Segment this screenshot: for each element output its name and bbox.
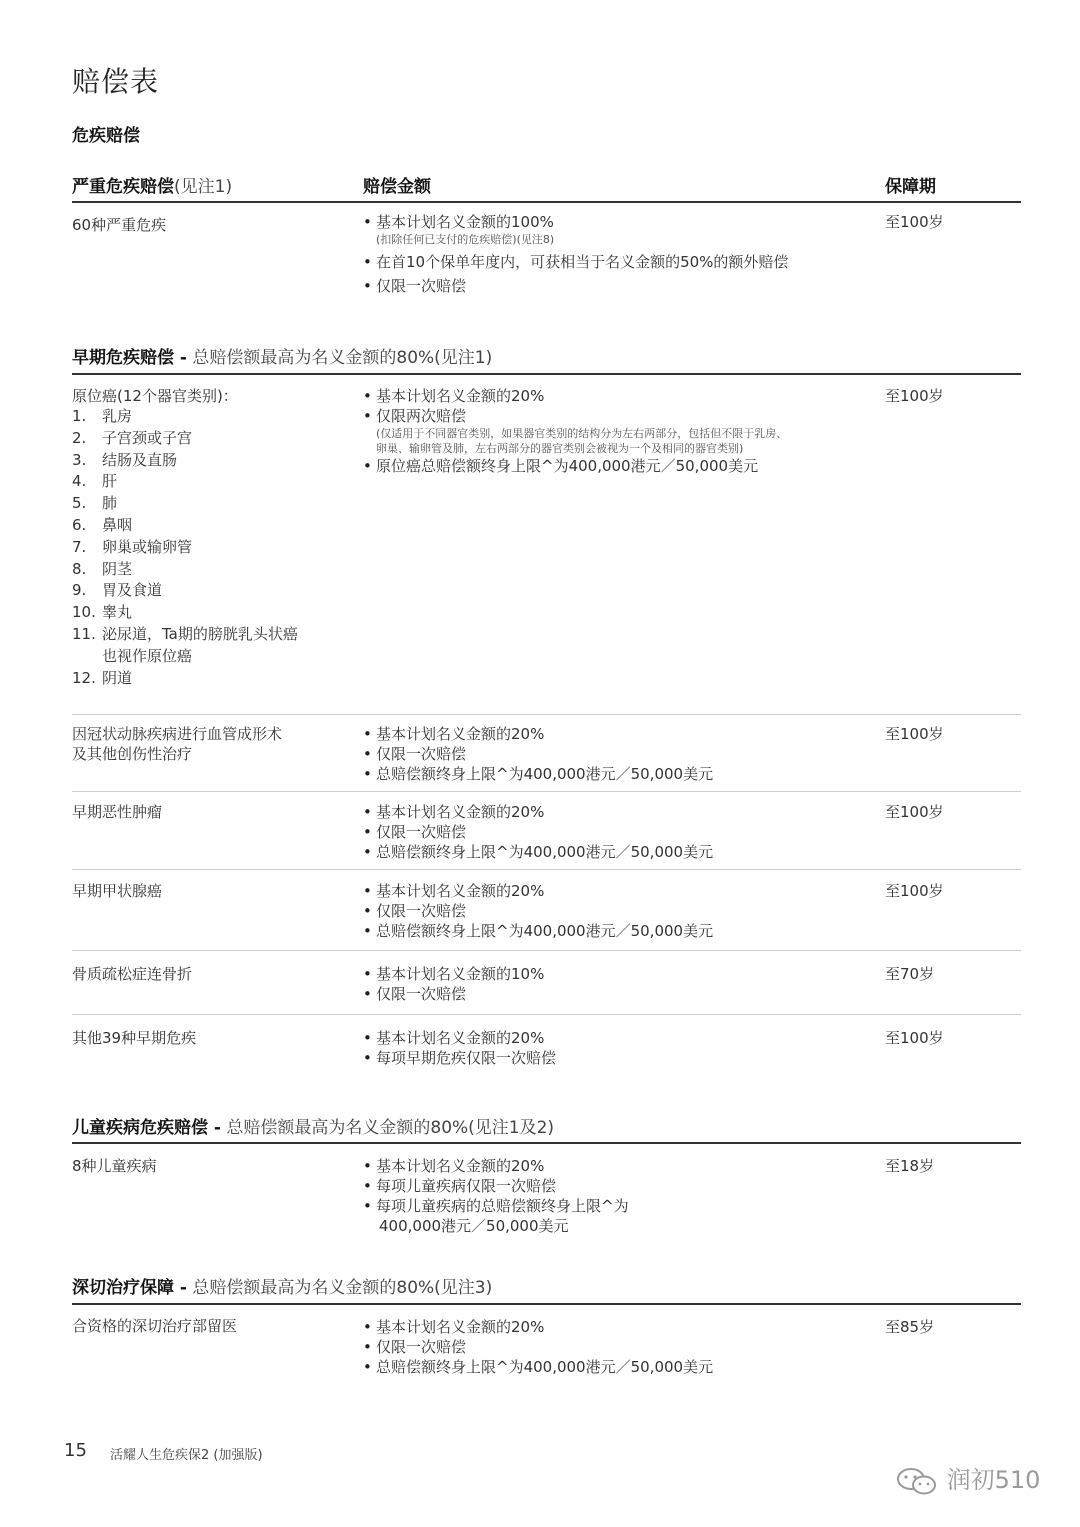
- cis-organ-label: 睾丸: [102, 603, 133, 622]
- column-header-term: 保障期: [885, 177, 936, 197]
- cis-organ-label: 阴道: [102, 668, 133, 687]
- cis-amount: [363, 386, 873, 476]
- cis-organ-list: [72, 406, 342, 689]
- icu-heading: 深切治疗保障 - 总赔偿额最高为名义金额的80%(见注3): [72, 1278, 493, 1298]
- cis-organ-number: 10.: [72, 603, 96, 622]
- cis-organ-number: 8.: [72, 559, 87, 578]
- cis-organ-label: 结肠及直肠: [102, 450, 178, 469]
- bullet-item: • 在首10个保单年度内，可获相当于名义金额的50%的额外赔偿: [363, 252, 873, 272]
- bullet-item: • 仅限一次赔偿: [363, 1337, 873, 1357]
- severe-ci-term: 至100岁: [885, 213, 944, 231]
- bullet-item: • 基本计划名义金额的20%: [363, 881, 873, 901]
- severe-ci-name: 60种严重危疾: [72, 216, 167, 234]
- cis-organ-item: [72, 428, 342, 450]
- cis-organ-item: [72, 602, 342, 624]
- cis-organ-label: 鼻咽: [102, 515, 133, 534]
- cis-organ-item: [72, 406, 342, 428]
- osteo-name: 骨质疏松症连骨折: [72, 965, 193, 983]
- bullet-note: (扣除任何已支付的危疾赔偿)(见注8): [376, 233, 555, 246]
- bullet-item: • 每项早期危疾仅限一次赔偿: [363, 1048, 873, 1068]
- cis-organ-number: 6.: [72, 515, 87, 534]
- bullet-item: • 总赔偿额终身上限^为400,000港元／50,000美元: [363, 921, 873, 941]
- cis-organ-item: [72, 493, 342, 515]
- osteo-amount: [363, 964, 873, 1004]
- child-ci-rule: [72, 1142, 1021, 1144]
- cis-organ-label: 肝: [102, 472, 118, 491]
- icu-amount: [363, 1317, 873, 1377]
- other39-term: 至100岁: [885, 1029, 944, 1047]
- watermark: [895, 1460, 1040, 1496]
- cis-organ-label: 肺: [102, 494, 118, 513]
- cis-organ-label: 阴茎: [102, 559, 133, 578]
- row-divider: [72, 950, 1021, 951]
- cis-organ-item: [72, 537, 342, 559]
- malignant-name: 早期恶性肿瘤: [72, 803, 163, 821]
- section-heading: 危疾赔偿: [72, 126, 140, 146]
- row-divider: [72, 869, 1021, 870]
- cis-organ-number: 1.: [72, 407, 87, 425]
- cis-organ-item: [72, 668, 342, 690]
- bullet-item: • 基本计划名义金额的20%: [363, 1317, 873, 1337]
- bullet-item: • 仅限一次赔偿: [363, 744, 873, 764]
- cis-organ-item: [72, 624, 342, 646]
- header-rule: [72, 201, 1021, 203]
- angioplasty-amount: [363, 724, 873, 784]
- child-term: 至18岁: [885, 1157, 935, 1175]
- cis-organ-label: 也视作原位癌: [102, 646, 193, 665]
- angioplasty-term: 至100岁: [885, 725, 944, 743]
- other39-name: 其他39种早期危疾: [72, 1029, 197, 1047]
- thyroid-amount: [363, 881, 873, 941]
- cis-organ-number: 12.: [72, 668, 96, 687]
- bullet-item: • 仅限一次赔偿: [363, 822, 873, 842]
- child-name: 8种儿童疾病: [72, 1157, 157, 1175]
- row-divider: [72, 714, 1021, 715]
- bullet-continuation: 400,000港元／50,000美元: [379, 1217, 569, 1235]
- cis-organ-number: 7.: [72, 537, 87, 556]
- bullet-item: • 每项儿童疾病仅限一次赔偿: [363, 1176, 873, 1196]
- cis-organ-item: [72, 580, 342, 602]
- angioplasty-name: 因冠状动脉疾病进行血管成形术 及其他创伤性治疗: [72, 725, 283, 763]
- cis-organ-number: 4.: [72, 472, 87, 491]
- osteo-term: 至70岁: [885, 965, 935, 983]
- column-header-amount: 赔偿金额: [363, 177, 431, 197]
- cis-organ-item: [72, 471, 342, 493]
- wechat-icon: [895, 1466, 939, 1496]
- early-ci-rule: [72, 373, 1021, 375]
- thyroid-term: 至100岁: [885, 882, 944, 900]
- column-header-benefit-note: (见注1): [174, 177, 233, 197]
- child-amount: [363, 1156, 873, 1236]
- cis-organ-number: 11.: [72, 624, 96, 643]
- icu-term: 至85岁: [885, 1318, 935, 1336]
- column-header-benefit: [72, 172, 232, 197]
- cis-title: 原位癌(12个器官类别)：: [72, 387, 238, 405]
- bullet-item: • 仅限一次赔偿: [363, 276, 873, 296]
- cis-name: [72, 386, 342, 689]
- severe-ci-amount: [363, 212, 873, 296]
- column-header-benefit-bold: 严重危疾赔偿: [72, 177, 174, 197]
- malignant-term: 至100岁: [885, 803, 944, 821]
- cis-organ-number: 2.: [72, 428, 87, 447]
- footer-title: 活耀人生危疾保2 (加强版): [110, 1448, 263, 1463]
- cis-organ-item: [72, 450, 342, 472]
- cis-term: 至100岁: [885, 387, 944, 405]
- bullet-item: • 基本计划名义金额的100% (扣除任何已支付的危疾赔偿)(见注8): [363, 212, 873, 247]
- cis-organ-label: 子宫颈或子宫: [102, 428, 193, 447]
- cis-organ-label: 乳房: [102, 407, 133, 425]
- bullet-item: • 基本计划名义金额的20%: [363, 724, 873, 744]
- thyroid-name: 早期甲状腺癌: [72, 882, 163, 900]
- bullet-note: (仅适用于不同器官类别，如果器官类别的结构分为左右两部分，包括但不限于乳房、: [376, 427, 788, 440]
- bullet-item: • 仅限一次赔偿: [363, 984, 873, 1004]
- row-divider: [72, 791, 1021, 792]
- icu-name: 合资格的深切治疗部留医: [72, 1317, 238, 1335]
- cis-organ-label: 胃及食道: [102, 581, 163, 600]
- bullet-note: 卵巢、输卵管及肺，左右两部分的器官类别会被视为一个及相同的器官类别): [376, 442, 744, 455]
- early-ci-heading: 早期危疾赔偿 - 总赔偿额最高为名义金额的80%(见注1): [72, 348, 493, 368]
- bullet-item: • 每项儿童疾病的总赔偿额终身上限^为: [363, 1196, 873, 1216]
- cis-organ-number: 5.: [72, 494, 87, 513]
- bullet-item: • 基本计划名义金额的20%: [363, 1156, 873, 1176]
- row-divider: [72, 1014, 1021, 1015]
- cis-organ-label: 卵巢或输卵管: [102, 537, 193, 556]
- watermark-text: 润初510: [946, 1466, 1041, 1494]
- bullet-item: • 仅限一次赔偿: [363, 901, 873, 921]
- bullet-item: • 原位癌总赔偿额终身上限^为400,000港元／50,000美元: [363, 456, 873, 476]
- other39-amount: [363, 1028, 873, 1068]
- bullet-item: • 仅限两次赔偿 (仅适用于不同器官类别，如果器官类别的结构分为左右两部分，包括但不限于乳房、 卵巢、输卵管及肺，左右两部分的器官类别会被视为一个及相同的器官类别): [363, 406, 873, 456]
- bullet-item: • 基本计划名义金额的20%: [363, 1028, 873, 1048]
- bullet-item: • 基本计划名义金额的20%: [363, 386, 873, 406]
- page-number: 15: [64, 1440, 87, 1461]
- malignant-amount: [363, 802, 873, 862]
- bullet-item: • 总赔偿额终身上限^为400,000港元／50,000美元: [363, 1357, 873, 1377]
- child-ci-heading: 儿童疾病危疾赔偿 - 总赔偿额最高为名义金额的80%(见注1及2): [72, 1118, 555, 1138]
- cis-organ-item: [72, 646, 342, 668]
- cis-organ-number: 3.: [72, 450, 87, 469]
- cis-organ-item: [72, 515, 342, 537]
- cis-organ-number: 9.: [72, 581, 87, 600]
- bullet-item: • 总赔偿额终身上限^为400,000港元／50,000美元: [363, 764, 873, 784]
- bullet-item: • 总赔偿额终身上限^为400,000港元／50,000美元: [363, 842, 873, 862]
- icu-rule: [72, 1303, 1021, 1305]
- cis-organ-label: 泌尿道，Ta期的膀胱乳头状癌: [102, 624, 298, 643]
- bullet-item: • 基本计划名义金额的10%: [363, 964, 873, 984]
- bullet-item: • 基本计划名义金额的20%: [363, 802, 873, 822]
- page-title: 赔偿表: [72, 65, 160, 98]
- cis-organ-item: [72, 559, 342, 581]
